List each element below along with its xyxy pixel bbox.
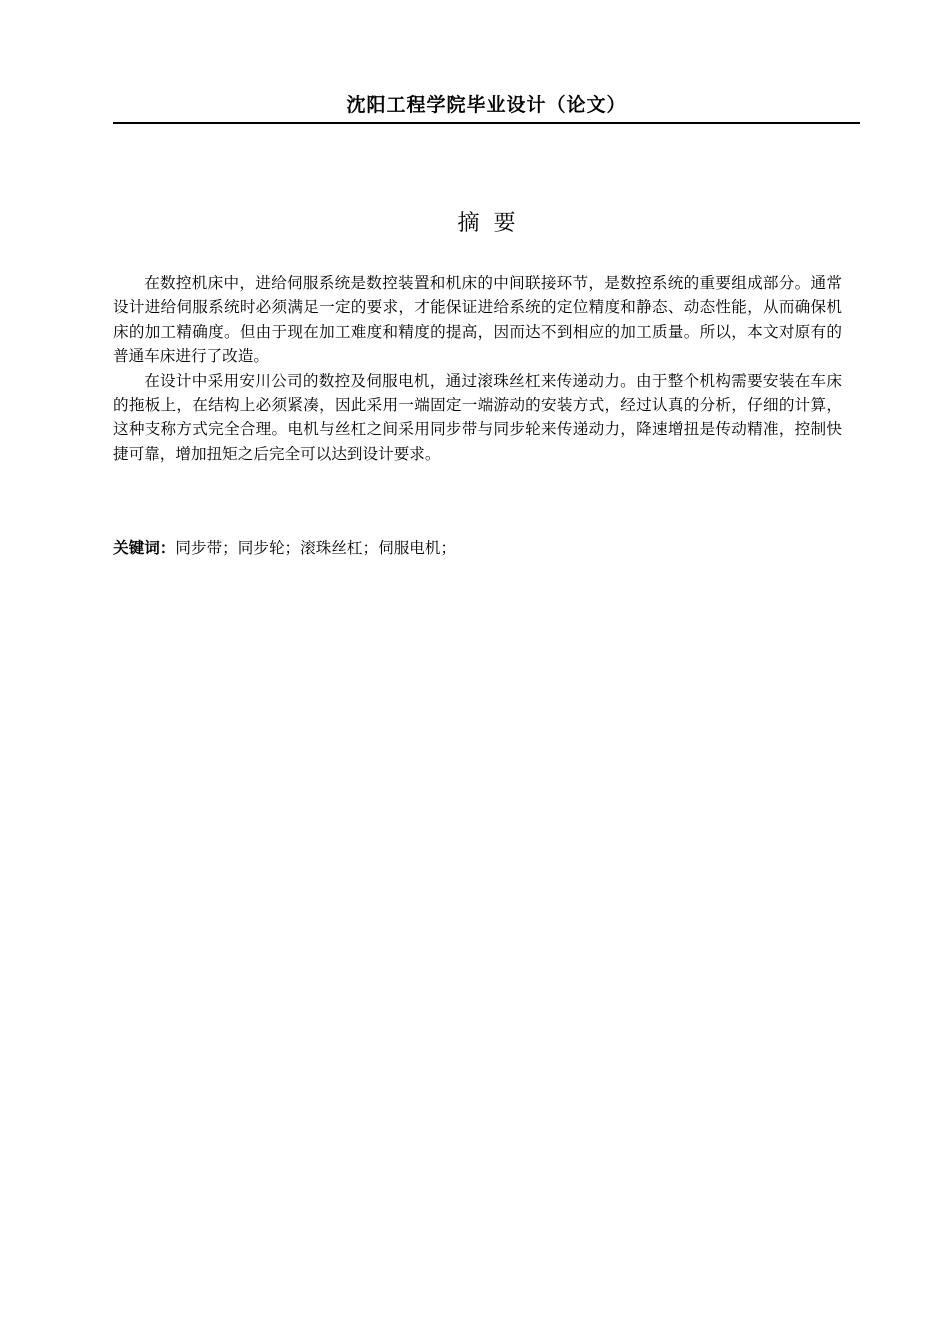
abstract-paragraph-2: 在设计中采用安川公司的数控及伺服电机，通过滚珠丝杠来传递动力。由于整个机构需要安装在车床的拖板上，在结构上必须紧凑，因此采用一端固定一端游动的安装方式，经过认真的分析，仔细的计算，这种支称方式完全合理。电机与丝杠之间采用同步带与同步轮来传递动力，降速增扭是传动精准，控制快捷可靠，增加扭矩之后完全可以达到设计要求。 xyxy=(113,371,842,463)
abstract-paragraph-1: 在数控机床中，进给伺服系统是数控装置和机床的中间联接环节，是数控系统的重要组成部分。通常设计进给伺服系统时必须满足一定的要求，才能保证进给系统的定位精度和静态、动态性能，从而确保机床的加工精确度。但由于现在加工难度和精度的提高，因而达不到相应的加工质量。所以，本文对原有的普通车床进行了改造。 xyxy=(113,274,842,366)
abstract-title: 摘要 xyxy=(457,211,530,236)
keywords-line xyxy=(113,536,842,560)
keywords-label: 关键词： xyxy=(113,539,176,557)
header-divider xyxy=(113,122,860,124)
keywords-value: 同步带；同步轮；滚珠丝杠；伺服电机； xyxy=(175,539,457,557)
page-header-title: 沈阳工程学院毕业设计（论文） xyxy=(346,94,627,116)
abstract-body xyxy=(113,271,842,466)
